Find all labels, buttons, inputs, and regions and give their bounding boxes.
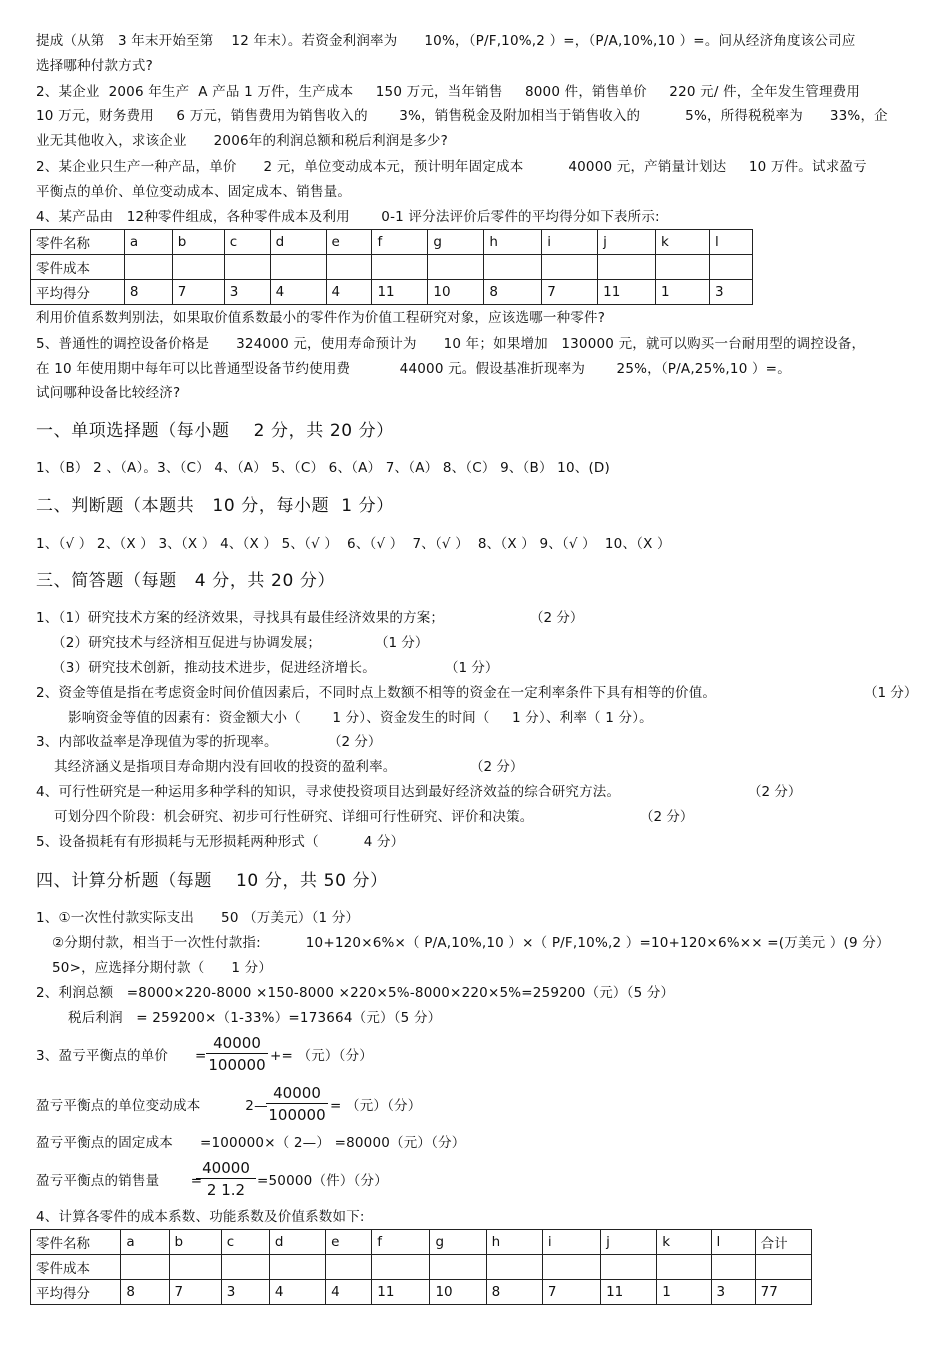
calc-4-line-1: 4、计算各零件的成本系数、功能系数及价值系数如下:: [36, 1209, 365, 1225]
fraction-numerator: 40000: [206, 1033, 268, 1054]
table-cell: 零件名称: [31, 230, 125, 255]
table-cell: 3: [224, 280, 270, 305]
table-cell: [709, 255, 752, 280]
table-cell: 3: [221, 1280, 269, 1305]
table-cell: f: [372, 1230, 430, 1255]
table-cell: f: [372, 230, 428, 255]
q3-line-2: 平衡点的单价、单位变动成本、固定成本、销售量。: [36, 184, 352, 200]
table-row: [31, 1280, 812, 1305]
q5-line-1: 5、普通性的调控设备价格是 324000 元，使用寿命预计为 10 年；如果增加 130000 元，就可以购买一台耐用型的调控设备，: [36, 336, 866, 352]
table-cell: [326, 255, 372, 280]
parts-table-1: [30, 229, 753, 305]
table-cell: [372, 1255, 430, 1280]
table-cell: k: [657, 1230, 711, 1255]
q3-line-1: 2、某企业只生产一种产品，单价 2 元，单位变动成本元，预计明年固定成本 40000 元，产销量计划达 10 万件。试求盈亏: [36, 159, 867, 175]
q4-line-1: 4、某产品由 12种零件组成，各种零件成本及利用 0-1 评分法评价后零件的平均得分如下表所示:: [36, 209, 660, 225]
table-cell: h: [486, 1230, 542, 1255]
q2-line-1: 2、某企业 2006 年生产 A 产品 1 万件，生产成本 150 万元，当年销售 8000 件，销售单价 220 元/ 件，全年发生管理费用: [36, 84, 861, 100]
table-cell: l: [711, 1230, 755, 1255]
table-cell: d: [269, 1230, 325, 1255]
table-cell: [326, 1255, 372, 1280]
q5-line-3: 试问哪种设备比较经济?: [36, 385, 181, 401]
answer-3-1-score-1: （2 分）: [530, 610, 584, 626]
table-cell: [221, 1255, 269, 1280]
q1-line-1: 提成（从第 3 年末开始至第 12 年末）。若资金利润率为 10%，（P/F,10%,2 ）=，（P/A,10%,10 ）=。问从经济角度该公司应: [36, 33, 856, 49]
table-cell: 11: [598, 280, 656, 305]
table-cell: [172, 255, 224, 280]
fraction-numerator: 40000: [196, 1158, 256, 1179]
table-cell: [755, 1255, 811, 1280]
table-cell: [484, 255, 542, 280]
table-cell: 7: [169, 1280, 221, 1305]
table-cell: 平均得分: [31, 1280, 121, 1305]
answer-3-1-line-3: （3）研究技术创新，推动技术进步，促进经济增长。: [52, 660, 376, 676]
fraction-numerator: 40000: [266, 1083, 328, 1104]
table-cell: [270, 255, 326, 280]
fraction-denominator: 100000: [268, 1106, 326, 1124]
table-cell: [224, 255, 270, 280]
answer-3-3-line-1: 3、内部收益率是净现值为零的折现率。: [36, 734, 278, 750]
q5-line-2: 在 10 年使用期中每年可以比普通型设备节约使用费 44000 元。假设基准折现率为 25%，（P/A,25%,10 ）=。: [36, 361, 791, 377]
table-cell: 7: [542, 1280, 600, 1305]
table-cell: 零件成本: [31, 255, 125, 280]
table-cell: k: [656, 230, 710, 255]
answer-3-1-line-1: 1、（1）研究技术方案的经济效果，寻找具有最佳经济效果的方案；: [36, 610, 445, 626]
answer-3-3-line-2: 其经济涵义是指项目寿命期内没有回收的投资的盈利率。: [54, 759, 397, 775]
table-cell: [711, 1255, 755, 1280]
table-row: [31, 1255, 812, 1280]
calc-3-volume-tail: =50000（件）（分）: [257, 1173, 388, 1189]
calc-3-varcost-tail: = （元）（分）: [330, 1098, 422, 1114]
calc-3-varcost-label: 盈亏平衡点的单位变动成本 2—: [36, 1098, 268, 1114]
table-cell: g: [428, 230, 484, 255]
table-cell: h: [484, 230, 542, 255]
table-cell: e: [326, 230, 372, 255]
calc-2-line-1: 2、利润总额 =8000×220-8000 ×150-8000 ×220×5%-8000×220×5%=259200（元）（5 分）: [36, 985, 675, 1001]
fraction-denominator: 2 1.2: [206, 1181, 246, 1199]
table-cell: [598, 255, 656, 280]
table-cell: [428, 255, 484, 280]
table-row: [31, 255, 753, 280]
table-cell: [269, 1255, 325, 1280]
table-cell: 4: [326, 1280, 372, 1305]
fraction-denominator: 100000: [208, 1056, 266, 1074]
table-cell: 4: [326, 280, 372, 305]
answer-3-4-line-2: 可划分四个阶段：机会研究、初步可行性研究、详细可行性研究、评价和决策。: [54, 809, 534, 825]
table-cell: [542, 1255, 600, 1280]
table-cell: 1: [657, 1280, 711, 1305]
section-1-answers: 1、（B） 2 、（A）。3、（C） 4、（A） 5、（C） 6、（A） 7、（A） 8、（C） 9、（B） 10、(D): [36, 460, 610, 476]
table-cell: 合计: [755, 1230, 811, 1255]
table-cell: c: [221, 1230, 269, 1255]
table-cell: 3: [709, 280, 752, 305]
table-cell: e: [326, 1230, 372, 1255]
answer-3-4-score-2: （2 分）: [640, 809, 694, 825]
table-cell: c: [224, 230, 270, 255]
table-cell: 8: [124, 280, 172, 305]
q2-line-3: 业无其他收入，求该企业 2006年的利润总额和税后利润是多少?: [36, 133, 448, 149]
table-cell: 平均得分: [31, 280, 125, 305]
table-cell: i: [542, 1230, 600, 1255]
table-cell: b: [169, 1230, 221, 1255]
section-2-answers: 1、（√ ） 2、（X ） 3、（X ） 4、（X ） 5、（√ ） 6、（√ ） 7、（√ ） 8、（X ） 9、（√ ） 10、（X ）: [36, 536, 671, 552]
answer-3-4-score-1: （2 分）: [748, 784, 802, 800]
q1-line-2: 选择哪种付款方式?: [36, 58, 153, 74]
answer-3-2-score-1: （1 分）: [864, 685, 918, 701]
table-cell: [486, 1255, 542, 1280]
section-3-title: 三、简答题（每题 4 分，共 20 分）: [36, 571, 336, 591]
table-cell: 7: [542, 280, 598, 305]
answer-3-1-score-3: （1 分）: [445, 660, 499, 676]
table-cell: j: [598, 230, 656, 255]
table-cell: 4: [270, 280, 326, 305]
calc-3-price-label: 3、盈亏平衡点的单价 =: [36, 1048, 207, 1064]
table-cell: [121, 1255, 169, 1280]
calc-3-price-tail: += （元）（分）: [270, 1048, 373, 1064]
section-4-title: 四、计算分析题（每题 10 分，共 50 分）: [36, 871, 388, 891]
table-cell: 77: [755, 1280, 811, 1305]
table-cell: g: [430, 1230, 486, 1255]
table-cell: a: [124, 230, 172, 255]
section-1-title: 一、单项选择题（每小题 2 分，共 20 分）: [36, 421, 394, 441]
table-cell: [656, 255, 710, 280]
table-cell: a: [121, 1230, 169, 1255]
table-cell: b: [172, 230, 224, 255]
table-cell: 零件名称: [31, 1230, 121, 1255]
answer-3-2-line-1: 2、资金等值是指在考虑资金时间价值因素后，不同时点上数额不相等的资金在一定利率条件下具有相等的价值。: [36, 685, 717, 701]
table-cell: [542, 255, 598, 280]
calc-2-line-2: 税后利润 = 259200×（1-33%）=173664（元）（5 分）: [68, 1010, 442, 1026]
calc-1-line-1: 1、①一次性付款实际支出 50 （万美元）（1 分）: [36, 910, 360, 926]
table-row: [31, 230, 753, 255]
table-cell: [430, 1255, 486, 1280]
table-cell: d: [270, 230, 326, 255]
calc-3-fixedcost: 盈亏平衡点的固定成本 =100000×（ 2—） =80000（元）（分）: [36, 1135, 466, 1151]
answer-3-3-score-2: （2 分）: [470, 759, 524, 775]
table-cell: 8: [121, 1280, 169, 1305]
table-cell: 8: [484, 280, 542, 305]
table-cell: [372, 255, 428, 280]
section-2-title: 二、判断题（本题共 10 分，每小题 1 分）: [36, 496, 394, 516]
table-cell: 11: [601, 1280, 657, 1305]
calc-3-volume-fraction: [196, 1158, 256, 1201]
table-row: [31, 280, 753, 305]
table-cell: j: [601, 1230, 657, 1255]
table-cell: 8: [486, 1280, 542, 1305]
table-cell: i: [542, 230, 598, 255]
calc-1-line-3: 50>，应选择分期付款（ 1 分）: [52, 960, 273, 976]
calc-3-price-fraction: [206, 1033, 268, 1076]
table-cell: [601, 1255, 657, 1280]
table-cell: l: [709, 230, 752, 255]
table-cell: 11: [372, 280, 428, 305]
table-cell: 10: [428, 280, 484, 305]
answer-3-3-score-1: （2 分）: [328, 734, 382, 750]
table-cell: 7: [172, 280, 224, 305]
table-cell: 4: [269, 1280, 325, 1305]
answer-3-4-line-1: 4、可行性研究是一种运用多种学科的知识，寻求使投资项目达到最好经济效益的综合研究方法。: [36, 784, 621, 800]
table-row: [31, 1230, 812, 1255]
table-cell: 3: [711, 1280, 755, 1305]
calc-1-line-2: ②分期付款，相当于一次性付款指: 10+120×6%×（ P/A,10%,10 ）×（ P/F,10%,2 ）=10+120×6%×× =(万美元 ）(9 分）: [52, 935, 890, 951]
table-cell: 1: [656, 280, 710, 305]
parts-table-2: [30, 1229, 812, 1305]
table-cell: 零件成本: [31, 1255, 121, 1280]
calc-3-varcost-fraction: [266, 1083, 328, 1126]
table-cell: [124, 255, 172, 280]
answer-3-1-line-2: （2）研究技术与经济相互促进与协调发展；: [52, 635, 322, 651]
table-cell: [169, 1255, 221, 1280]
table-cell: [657, 1255, 711, 1280]
table-cell: 10: [430, 1280, 486, 1305]
answer-3-5-line-1: 5、设备损耗有有形损耗与无形损耗两种形式（ 4 分）: [36, 834, 405, 850]
answer-3-1-score-2: （1 分）: [375, 635, 429, 651]
calc-3-volume-label: 盈亏平衡点的销售量 =: [36, 1173, 203, 1189]
answer-3-2-line-2: 影响资金等值的因素有：资金额大小（ 1 分）、资金发生的时间（ 1 分）、利率（ 1 分）。: [68, 710, 653, 726]
table-cell: 11: [372, 1280, 430, 1305]
q4-after-table: 利用价值系数判别法，如果取价值系数最小的零件作为价值工程研究对象，应该选哪一种零件?: [36, 310, 606, 326]
q2-line-2: 10 万元，财务费用 6 万元，销售费用为销售收入的 3%，销售税金及附加相当于销售收入的 5%，所得税税率为 33%，企: [36, 108, 888, 124]
